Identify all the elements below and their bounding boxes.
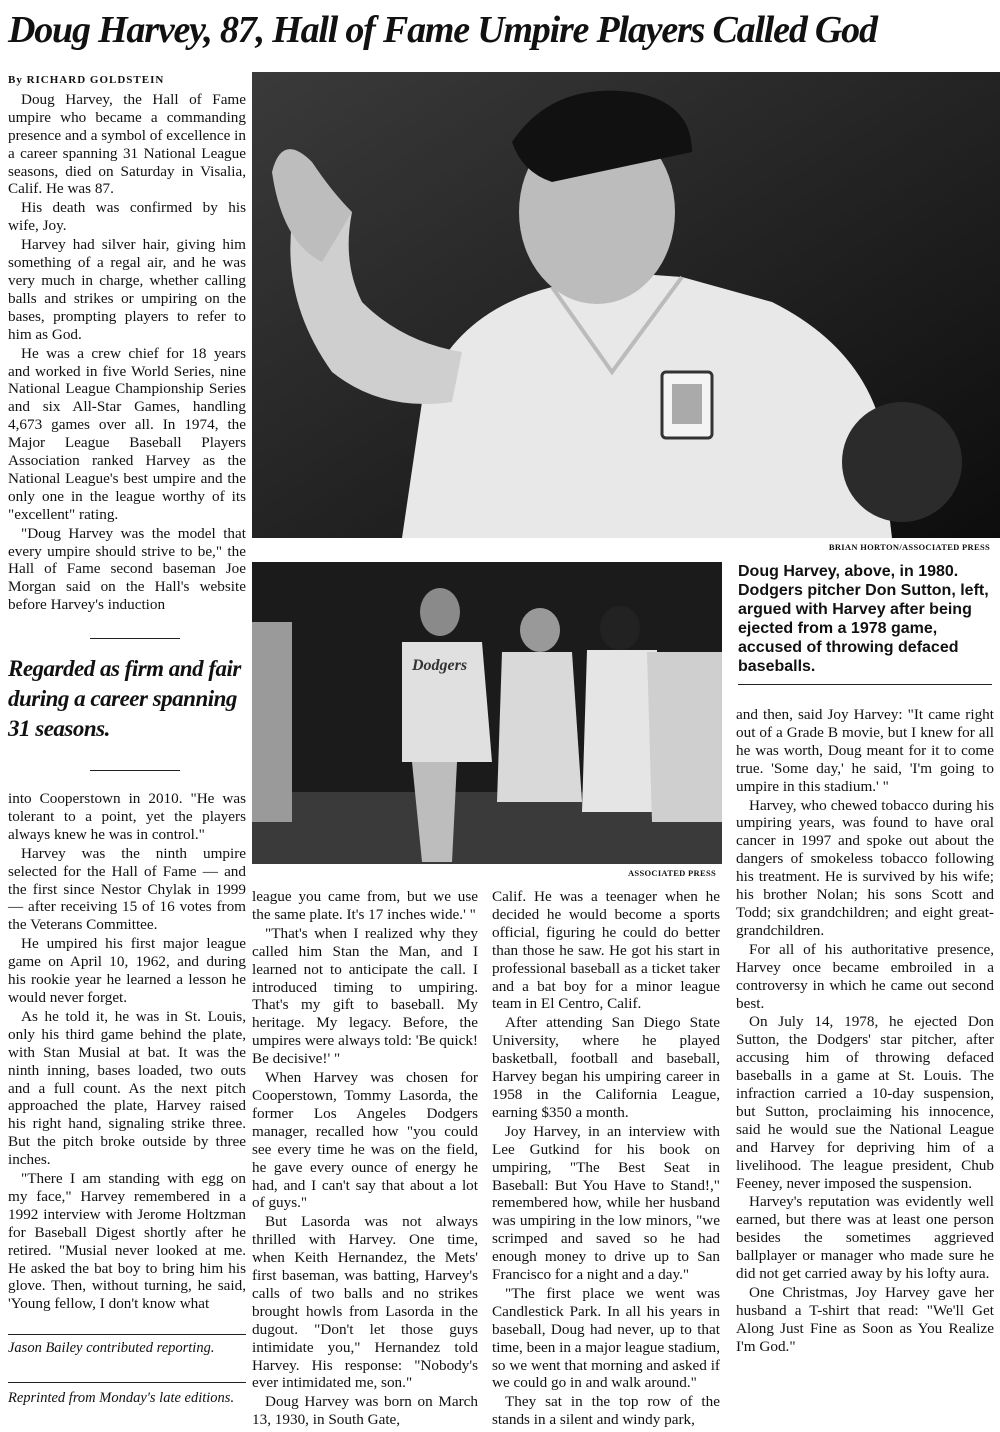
paragraph: When Harvey was chosen for Cooperstown, Tommy Lasorda, the former Los Angeles Dodgers manager, recalled how "you could see every time he was on the field, he gave every ounce of energy he had, and I can't say that about a lot of guys." bbox=[252, 1069, 478, 1212]
paragraph: "There I am standing with egg on my face," Harvey remembered in a 1992 interview with Jerome Holtzman for Baseball Digest shortly after he retired. "Musial never looked at me. He asked the bat boy to bring him his glove. Then, without turning, he said, 'Young fellow, I don't know what bbox=[8, 1170, 246, 1313]
photo-caption: Doug Harvey, above, in 1980. Dodgers pitcher Don Sutton, left, argued with Harvey after being ejected from a 1978 game, accused of throwing defaced baseballs. bbox=[738, 563, 989, 675]
column-3 bbox=[492, 888, 720, 1430]
paragraph: On July 14, 1978, he ejected Don Sutton, the Dodgers' star pitcher, after accusing him of throwing defaced baseballs in a game at St. Louis. The infraction carried a 10-day suspension, but Sutton, proclaiming his innocence, said he would sue the National League and Harvey for depriving him of a livelihood. The league president, Chub Feeney, never imposed the suspension. bbox=[736, 1013, 994, 1192]
pull-quote: Regarded as firm and fair during a career spanning 31 seasons. bbox=[8, 656, 241, 741]
paragraph: As he told it, he was in St. Louis, only his third game behind the plate, with Stan Musial at bat. It was the ninth inning, bases loaded, two outs and a full count. As the next pitch approached the plate, Harvey raised his right hand, signaling strike three. But the pitch broke outside by three inches. bbox=[8, 1007, 246, 1169]
paragraph: Harvey was the ninth umpire selected for the Hall of Fame — and the first since Nestor Chylak in 1999 — after receiving 15 of 16 votes from the Veterans Committee. bbox=[8, 844, 246, 934]
paragraph: Doug Harvey was born on March 13, 1930, in South Gate, bbox=[252, 1393, 478, 1429]
paragraph: Harvey's reputation was evidently well earned, but there was at least one person besides the sometimes aggrieved ballplayer or manager who made sure he did not get carried away by his lofty aura. bbox=[736, 1193, 994, 1283]
column-2 bbox=[252, 888, 478, 1430]
jersey-text: Dodgers bbox=[412, 657, 468, 674]
divider bbox=[8, 1382, 246, 1383]
paragraph: He was a crew chief for 18 years and worked in five World Series, nine National League Championship Series and six All-Star Games, handling 4,673 games over all. In 1974, the Major League Baseball Players Association ranked Harvey as the National League's best umpire and the only one in the league worthy of its "excellent" rating. bbox=[8, 344, 246, 523]
paragraph: "That's when I realized why they called him Stan the Man, and I learned not to anticipate the call. I introduced timing to umpiring. That's my gift to baseball. My heritage. My legacy. Before, the umpires were always told: 'Be quick! Be decisive!' " bbox=[252, 924, 478, 1068]
paragraph: Harvey, who chewed tobacco during his umpiring years, was found to have oral cancer in 1997 and spoke out about the dangers of smokeless tobacco following his treatment. He is survived by his wife; his brother Nolan; his sons Scott and Todd; six grandchildren; and eight great-grandchildren. bbox=[736, 796, 994, 939]
divider bbox=[8, 1334, 246, 1335]
divider bbox=[90, 638, 180, 639]
column-1-top bbox=[8, 72, 246, 615]
headline: Doug Harvey, 87, Hall of Fame Umpire Players Called God bbox=[8, 9, 877, 51]
paragraph: But Lasorda was not always thrilled with Harvey. One time, when Keith Hernandez, the Mets' first baseman, was batting, Harvey's calls of two balls and no strikes brought howls from Lasorda in the dugout. "Don't let those guys intimidate you," Hernandez told Harvey. His response: "Nobody's ever intimidated me, son." bbox=[252, 1213, 478, 1392]
paragraph: Doug Harvey, the Hall of Fame umpire who became a commanding presence and a symbol of excellence in a career spanning 31 National League seasons, died on Saturday in Visalia, Calif. He was 87. bbox=[8, 90, 246, 198]
reprint-note: Reprinted from Monday's late editions. bbox=[8, 1390, 235, 1406]
column-4 bbox=[736, 706, 994, 1357]
photo-credit: ASSOCIATED PRESS bbox=[627, 868, 716, 878]
paragraph: For all of his authoritative presence, Harvey once became embroiled in a controversy in which he came out second best. bbox=[736, 940, 994, 1012]
paragraph: "Doug Harvey was the model that every umpire should strive to be," the Hall of Fame second baseman Joe Morgan said on the Hall's website before Harvey's induction bbox=[8, 524, 246, 614]
byline: By RICHARD GOLDSTEIN bbox=[8, 74, 165, 86]
paragraph: He umpired his first major league game on April 10, 1962, and during his rookie year he learned a lesson he would never forget. bbox=[8, 935, 246, 1006]
paragraph: into Cooperstown in 2010. "He was tolerant to a point, yet the players always knew he was in control." bbox=[8, 790, 246, 843]
paragraph: After attending San Diego State University, where he played basketball, football and baseball, Harvey began his umpiring career in 1958 in the California League, earning $350 a month. bbox=[492, 1014, 720, 1121]
photo-credit: BRIAN HORTON/ASSOCIATED PRESS bbox=[828, 542, 990, 552]
paragraph: One Christmas, Joy Harvey gave her husband a T-shirt that read: "We'll Get Along Just Fine as Soon as You Realize I'm God." bbox=[736, 1284, 994, 1355]
divider bbox=[738, 684, 992, 685]
contributor-note: Jason Bailey contributed reporting. bbox=[8, 1340, 215, 1356]
umpire-illustration bbox=[252, 72, 1000, 538]
divider bbox=[90, 770, 180, 771]
paragraph: Joy Harvey, in an interview with Lee Gutkind for his book on umpiring, "The Best Seat in Baseball: But You Have to Stand!," remembered how, while her husband was umpiring in the low minors, "we scrimped and saved so he had enough money to drive up to San Francisco for a night and a day." bbox=[492, 1122, 720, 1284]
umpire-photo bbox=[252, 72, 1000, 538]
paragraph: and then, said Joy Harvey: "It came right out of a Grade B movie, but I knew for all he was worth, Doug meant for it to come true. 'Some day,' he said, 'I'm going to umpire in this stadium.' " bbox=[736, 706, 994, 795]
paragraph: Harvey had silver hair, giving him something of a regal air, and he was very much in charge, whether calling balls and strikes or umpiring on the bases, prompting players to refer to him as God. bbox=[8, 236, 246, 343]
paragraph: Calif. He was a teenager when he decided he would become a sports official, figuring he could do better than those he saw. He got his start in professional baseball as a ticket taker and a bat boy for a minor league team in El Centro, Calif. bbox=[492, 888, 720, 1013]
dodgers-illustration bbox=[252, 562, 722, 864]
paragraph: "The first place we went was Candlestick Park. In all his years in baseball, Doug had never, up to that time, been in a major league stadium, so we went that morning and asked if we could go in and walk around." bbox=[492, 1284, 720, 1392]
paragraph: His death was confirmed by his wife, Joy. bbox=[8, 199, 246, 235]
dodgers-photo bbox=[252, 562, 722, 864]
paragraph: league you came from, but we use the same plate. It's 17 inches wide.' " bbox=[252, 888, 478, 923]
paragraph: They sat in the top row of the stands in a silent and windy park, bbox=[492, 1393, 720, 1429]
column-1-bottom bbox=[8, 790, 246, 1314]
